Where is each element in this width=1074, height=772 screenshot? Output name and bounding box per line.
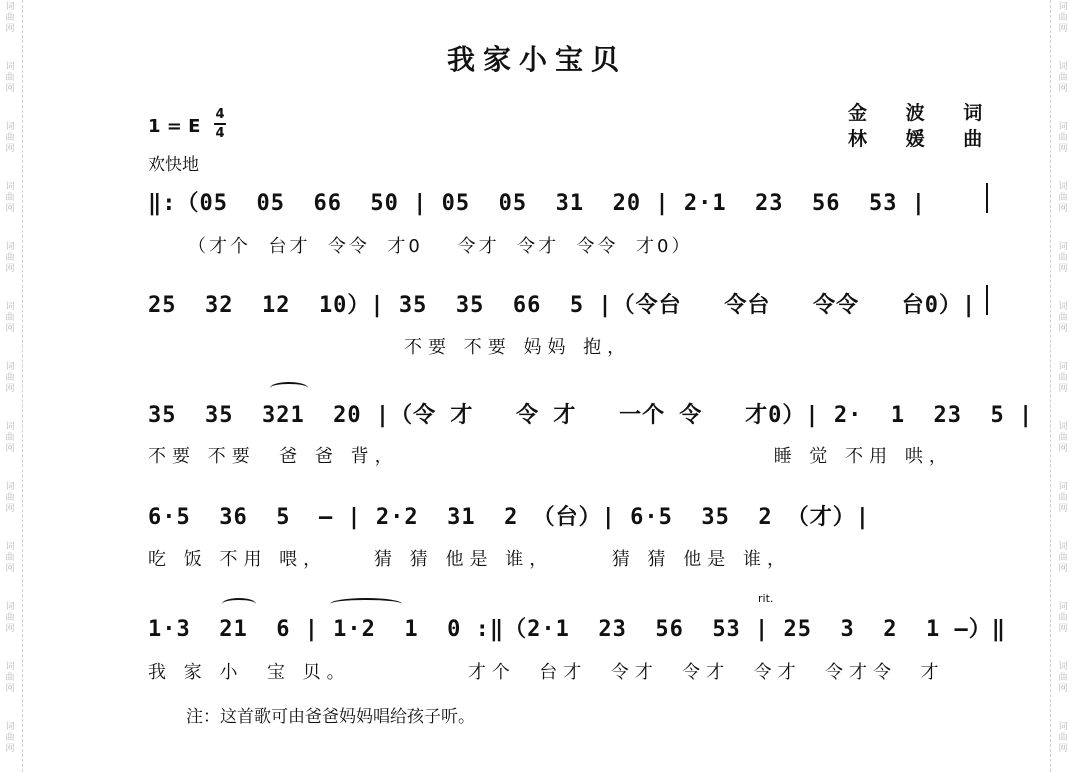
- footnote: 注：这首歌可由爸爸妈妈唱给孩子听。: [186, 707, 475, 727]
- time-sig-top: 4: [215, 107, 225, 122]
- tempo-marking: 欢快地: [148, 155, 199, 175]
- watermark-stamp: 词 曲 网: [5, 542, 15, 574]
- watermark-stamp: 词 曲 网: [1058, 662, 1068, 694]
- score-row-1-percussion: （才个 台才 令令 才0 令才 令才 令令 才0）: [188, 236, 693, 257]
- watermark-stamp: 词 曲 网: [1058, 362, 1068, 394]
- watermark-stamp: 词 曲 网: [1058, 422, 1068, 454]
- watermark-stamp: 词 曲 网: [1058, 302, 1068, 334]
- score-row-5-notes: 1·3 21 6 | 1·2 1 0 :‖（2·1 23 56 53 | 25 3 2 1 –）‖: [148, 617, 1006, 642]
- watermark-stamp: 词 曲 网: [1058, 602, 1068, 634]
- watermark-stamp: 词 曲 网: [5, 122, 15, 154]
- slur: [330, 598, 402, 610]
- watermark-stamp: 词 曲 网: [5, 182, 15, 214]
- watermark-stamp: 词 曲 网: [1058, 482, 1068, 514]
- composer-credit: 林 媛 曲: [848, 128, 999, 150]
- watermark-stamp: 词 曲 网: [5, 662, 15, 694]
- watermark-stamp: 词 曲 网: [5, 722, 15, 754]
- watermark-stamp: 词 曲 网: [1058, 122, 1068, 154]
- watermark-stamp: 词 曲 网: [1058, 542, 1068, 574]
- score-row-4-notes: 6·5 36 5 – | 2·2 31 2 （台）| 6·5 35 2 （才）|: [148, 505, 871, 530]
- score-row-3-lyrics: 不要 不要 爸 爸 背， 睡 觉 不用 哄，: [148, 446, 953, 467]
- score-row-1-notes: ‖:（05 05 66 50 | 05 05 31 20 | 2·1 23 56 53 |: [148, 191, 926, 216]
- barline: [986, 285, 988, 315]
- watermark-stamp: 词 曲 网: [5, 242, 15, 274]
- left-watermark-rail: [0, 0, 23, 772]
- barline: [986, 183, 988, 213]
- score-row-2-notes: 25 32 12 10）| 35 35 66 5 |（令台 令台 令令 台0）|: [148, 293, 977, 318]
- watermark-stamp: 词 曲 网: [1058, 2, 1068, 34]
- watermark-stamp: 词 曲 网: [1058, 182, 1068, 214]
- time-sig-bar: [214, 123, 226, 125]
- score-row-2-lyrics: 不要 不要 妈妈 抱，: [404, 337, 632, 358]
- time-sig-bottom: 4: [215, 126, 225, 141]
- score-row-4-lyrics: 吃 饭 不用 喂， 猜 猜 他是 谁， 猜 猜 他是 谁，: [148, 549, 791, 570]
- lyricist-credit: 金 波 词: [848, 102, 999, 124]
- watermark-stamp: 词 曲 网: [5, 422, 15, 454]
- key-signature: 1 = E: [148, 116, 201, 137]
- watermark-stamp: 词 曲 网: [5, 302, 15, 334]
- watermark-stamp: 词 曲 网: [5, 62, 15, 94]
- watermark-stamp: 词 曲 网: [5, 2, 15, 34]
- right-watermark-rail: [1050, 0, 1074, 772]
- watermark-stamp: 词 曲 网: [1058, 722, 1068, 754]
- slur: [222, 598, 256, 610]
- watermark-stamp: 词 曲 网: [5, 482, 15, 514]
- watermark-stamp: 词 曲 网: [5, 362, 15, 394]
- song-title: 我家小宝贝: [446, 43, 627, 76]
- watermark-stamp: 词 曲 网: [5, 602, 15, 634]
- ritardando-mark: rit.: [758, 592, 774, 605]
- watermark-stamp: 词 曲 网: [1058, 242, 1068, 274]
- score-row-3-notes: 35 35 321 20 |（令 才 令 才 一个 令 才0）| 2· 1 23 5 |: [148, 403, 1034, 428]
- slur: [270, 382, 308, 394]
- watermark-stamp: 词 曲 网: [1058, 62, 1068, 94]
- score-row-5-lyrics: 我 家 小 宝 贝。 才个 台才 令才 令才 令才 令才令 才: [148, 662, 945, 683]
